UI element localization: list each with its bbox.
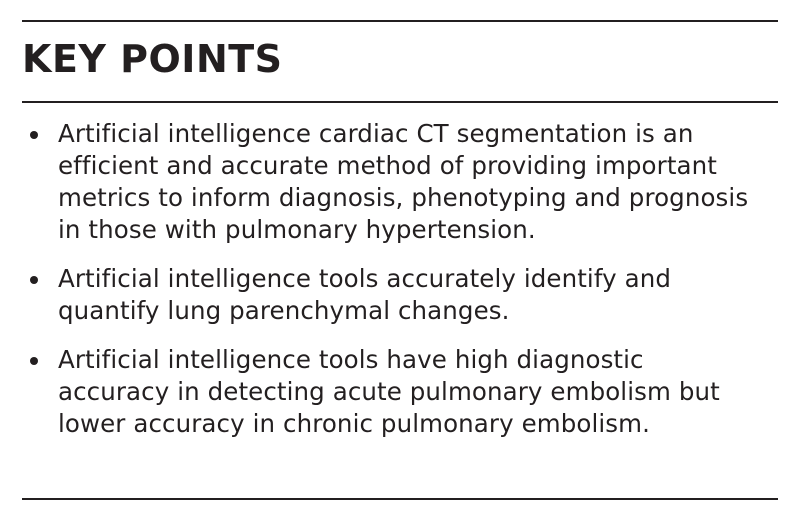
key-point-text: Artificial intelligence tools accurately identify and quantify lung parenchymal changes. bbox=[58, 264, 672, 325]
bottom-divider bbox=[22, 498, 778, 500]
key-points-box bbox=[22, 20, 778, 498]
key-point-item bbox=[22, 263, 778, 327]
key-points-list bbox=[22, 118, 778, 457]
bullet-icon bbox=[28, 344, 52, 376]
key-point-text: Artificial intelligence tools have high diagnostic accuracy in detecting acute pulmonary embolism but lower accuracy in chronic pulmonary embolism. bbox=[58, 345, 720, 438]
key-point-text: Artificial intelligence cardiac CT segmentation is an efficient and accurate method of providing important metrics to inform diagnosis, phenotyping and prognosis in those with pulmonary hypertension. bbox=[58, 119, 749, 244]
heading-divider bbox=[22, 101, 778, 103]
key-point-item bbox=[22, 118, 778, 246]
key-point-item bbox=[22, 344, 778, 440]
key-points-heading: KEY POINTS bbox=[22, 37, 283, 81]
bullet-icon bbox=[28, 118, 52, 150]
bullet-icon bbox=[28, 263, 52, 295]
top-divider bbox=[22, 20, 778, 22]
